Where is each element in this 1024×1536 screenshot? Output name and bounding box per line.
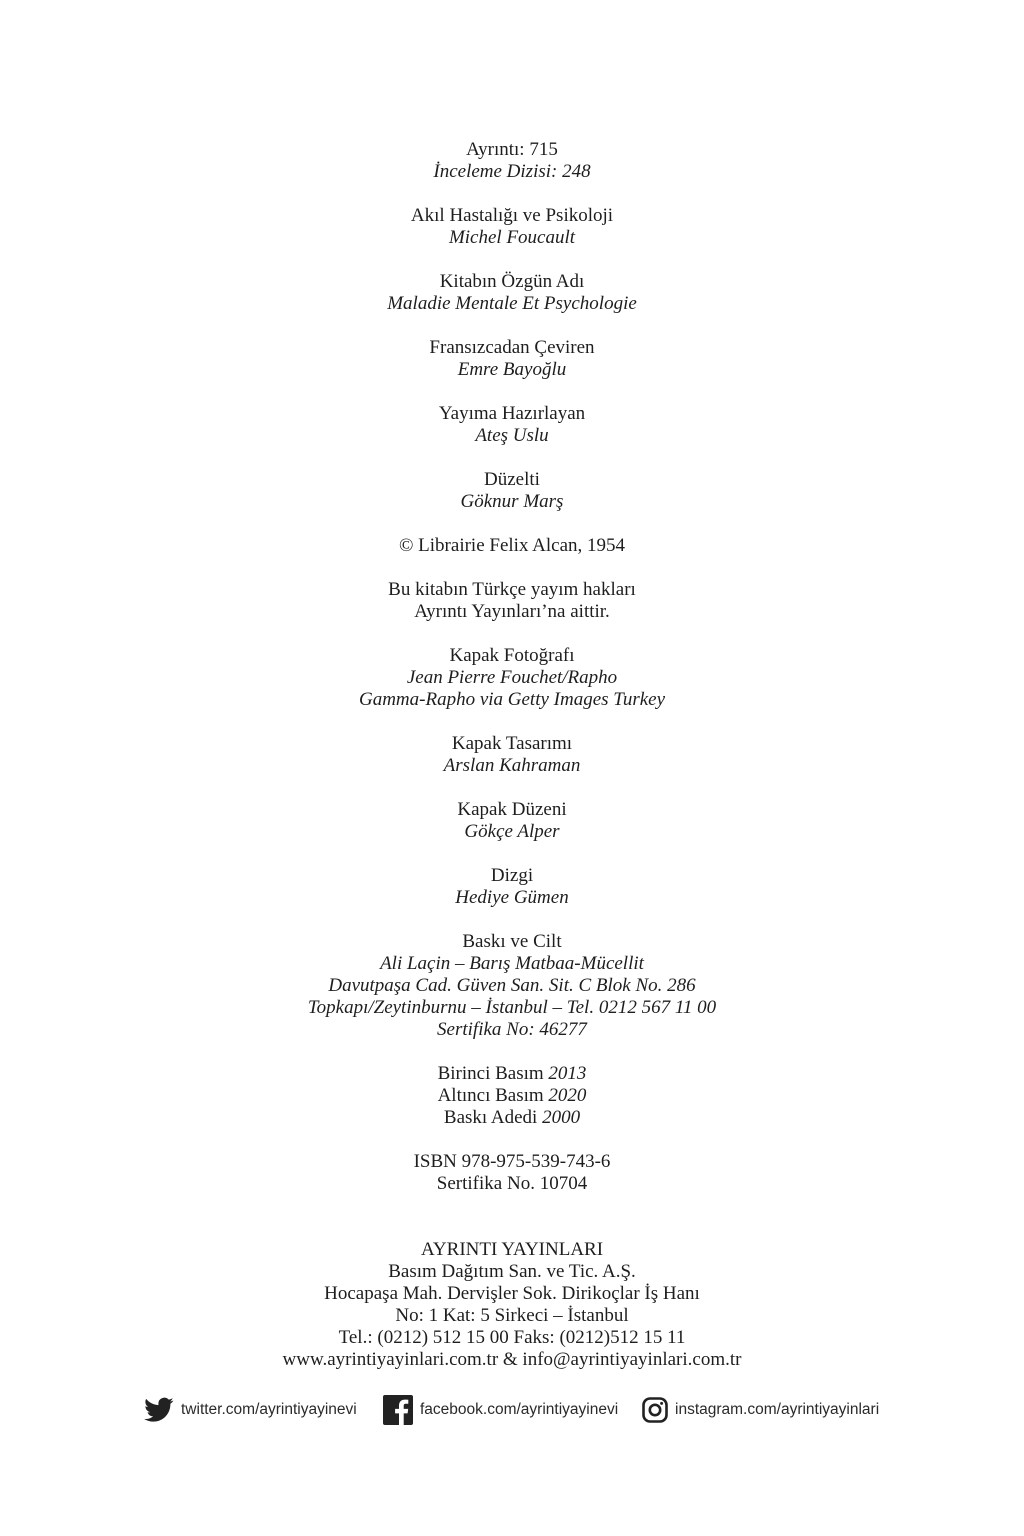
book-title: Akıl Hastalığı ve Psikoloji xyxy=(410,205,614,226)
printing-line-4: Sertifika No: 46277 xyxy=(437,1019,587,1040)
instagram-link[interactable] xyxy=(642,1392,879,1428)
editor-block xyxy=(0,403,1024,447)
editions-block xyxy=(0,1063,1024,1129)
rights-block xyxy=(0,579,1024,623)
isbn-line: ISBN 978-975-539-743-6 xyxy=(413,1151,611,1172)
series-number: Ayrıntı: 715 xyxy=(466,139,558,160)
printing-block xyxy=(0,931,1024,1041)
print-count-label: Baskı Adedi xyxy=(443,1107,538,1128)
original-title-label: Kitabın Özgün Adı xyxy=(439,271,585,292)
cover-design-label: Kapak Tasarımı xyxy=(451,733,573,754)
typesetting-label: Dizgi xyxy=(490,865,534,886)
cover-photo-label: Kapak Fotoğrafı xyxy=(449,645,575,666)
rights-line-2: Ayrıntı Yayınları’na aittir. xyxy=(414,601,610,622)
publisher-line-3: No: 1 Kat: 5 Sirkeci – İstanbul xyxy=(395,1305,629,1326)
cover-layout-block xyxy=(0,799,1024,843)
series-sub: İnceleme Dizisi: 248 xyxy=(433,161,591,182)
sixth-edition xyxy=(0,1085,1024,1107)
printing-label: Baskı ve Cilt xyxy=(462,931,562,952)
typesetting-block xyxy=(0,865,1024,909)
cover-photo-block xyxy=(0,645,1024,711)
cover-design-name: Arslan Kahraman xyxy=(443,755,581,776)
printing-line-2: Davutpaşa Cad. Güven San. Sit. C Blok No. 286 xyxy=(328,975,696,996)
printing-line-3: Topkapı/Zeytinburnu – İstanbul – Tel. 0212 567 11 00 xyxy=(307,997,717,1018)
colophon-page xyxy=(0,139,1024,1393)
printing-line-1: Ali Laçin – Barış Matbaa-Mücellit xyxy=(380,953,644,974)
instagram-icon xyxy=(642,1397,668,1423)
book-block xyxy=(0,205,1024,249)
typesetting-name: Hediye Gümen xyxy=(455,887,569,908)
copyright-line: © Librairie Felix Alcan, 1954 xyxy=(398,535,626,556)
translator-block xyxy=(0,337,1024,381)
translator-name: Emre Bayoğlu xyxy=(457,359,567,380)
sixth-edition-label: Altıncı Basım xyxy=(437,1085,544,1106)
publisher-name: AYRINTI YAYINLARI xyxy=(420,1239,604,1260)
print-count xyxy=(0,1107,1024,1129)
proofreading-label: Düzelti xyxy=(484,469,540,490)
first-edition-label: Birinci Basım xyxy=(437,1063,544,1084)
sixth-edition-year: 2020 xyxy=(548,1085,587,1106)
publisher-line-2: Hocapaşa Mah. Dervişler Sok. Dirikoçlar İş Hanı xyxy=(324,1283,700,1304)
facebook-link-text[interactable]: facebook.com/ayrintiyayinevi xyxy=(420,1401,619,1418)
instagram-link-text[interactable]: instagram.com/ayrintiyayinlari xyxy=(675,1401,880,1418)
isbn-block xyxy=(0,1151,1024,1195)
cover-layout-name: Gökçe Alper xyxy=(464,821,560,842)
copyright-block xyxy=(0,535,1024,557)
twitter-link-text[interactable]: twitter.com/ayrintiyayinevi xyxy=(181,1401,357,1418)
publisher-line-1: Basım Dağıtım San. ve Tic. A.Ş. xyxy=(388,1261,636,1282)
cover-photo-credit-1: Jean Pierre Fouchet/Rapho xyxy=(406,667,618,688)
editor-name: Ateş Uslu xyxy=(475,425,549,446)
proofreading-name: Göknur Marş xyxy=(460,491,564,512)
first-edition-year: 2013 xyxy=(548,1063,587,1084)
social-links xyxy=(0,1392,1024,1428)
cover-design-block xyxy=(0,733,1024,777)
proofreading-block xyxy=(0,469,1024,513)
translator-label: Fransızcadan Çeviren xyxy=(429,337,595,358)
rights-line-1: Bu kitabın Türkçe yayım hakları xyxy=(388,579,636,600)
publisher-web-email[interactable]: www.ayrintiyayinlari.com.tr & info@ayrintiyayinlari.com.tr xyxy=(282,1349,742,1370)
publisher-line-4: Tel.: (0212) 512 15 00 Faks: (0212)512 15 11 xyxy=(338,1327,686,1348)
cover-photo-credit-2: Gamma-Rapho via Getty Images Turkey xyxy=(358,689,666,710)
twitter-link[interactable] xyxy=(144,1392,357,1428)
cover-layout-label: Kapak Düzeni xyxy=(457,799,567,820)
isbn-cert-line: Sertifika No. 10704 xyxy=(436,1173,588,1194)
original-title-value: Maladie Mentale Et Psychologie xyxy=(387,293,637,314)
facebook-icon xyxy=(383,1395,413,1425)
publisher-block xyxy=(0,1239,1024,1371)
print-count-value: 2000 xyxy=(542,1107,581,1128)
series-block xyxy=(0,139,1024,183)
facebook-link[interactable] xyxy=(383,1392,618,1428)
book-author: Michel Foucault xyxy=(448,227,576,248)
editor-label: Yayıma Hazırlayan xyxy=(438,403,586,424)
first-edition xyxy=(0,1063,1024,1085)
original-title-block xyxy=(0,271,1024,315)
twitter-icon xyxy=(144,1397,174,1423)
